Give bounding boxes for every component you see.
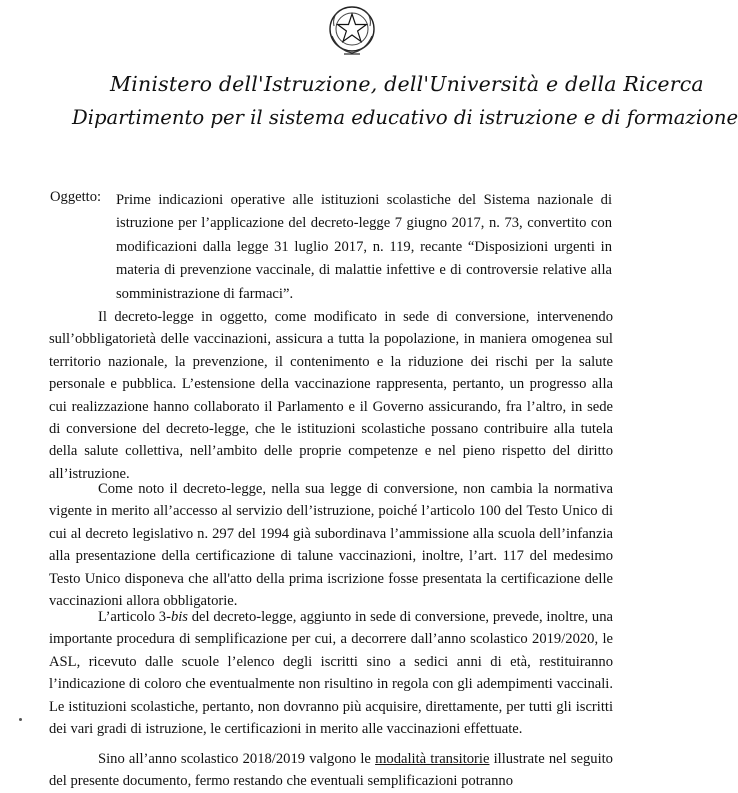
republic-emblem-icon — [326, 2, 378, 58]
paragraph-3 — [49, 606, 613, 740]
paragraph-4-rest: illustrate nel seguito del presente documento, fermo restando che eventuali semplificazioni potranno — [49, 751, 613, 790]
paragraph-3-start: L’articolo 3- — [98, 609, 171, 625]
department-title: Dipartimento per il sistema educativo di istruzione e di formazione — [72, 106, 738, 129]
subject-label: Oggetto: — [50, 189, 102, 205]
ministry-title: Ministero dell'Istruzione, dell'Università e della Ricerca — [110, 72, 704, 96]
paragraph-3-bis: bis — [170, 609, 188, 625]
paragraph-4-start: Sino all’anno scolastico 2018/2019 valgono le — [98, 751, 376, 767]
margin-mark — [19, 718, 22, 721]
paragraph-2: Come noto il decreto-legge, nella sua legge di conversione, non cambia la normativa vigente in merito all’accesso al servizio dell’istruzione, poiché l’articolo 100 del Testo Unico di cui al decreto legislativo n. 297 del 1994 già subordinava l’ammissione alla scuola dell’infanzia alla presentazione della certificazione di talune vaccinazioni, inoltre, l’art. 117 del medesimo Testo Unico disponeva che all'atto della prima iscrizione fosse presentata la certificazione delle vaccinazioni allora obbligatorie. — [49, 481, 613, 610]
paragraph-1: Il decreto-legge in oggetto, come modificato in sede di conversione, intervenendo sull’obbligatorietà delle vaccinazioni, assicura a tutta la popolazione, in maniera omogenea sul territorio nazionale, la prevenzione, il contenimento e la riduzione dei rischi per la salute personale e pubblica. L’estensione della vaccinazione rappresenta, pertanto, un progresso alla cui realizzazione hanno collaborato il Parlamento e il Governo assicurando, fra l’altro, in sede di conversione del decreto-legge, che le istituzioni scolastiche possano contribuire alla tutela della salute collettiva, nell’ambito delle proprie competenze e nel pieno rispetto del diritto all’istruzione. — [49, 309, 613, 482]
paragraph-3-rest: del decreto-legge, aggiunto in sede di conversione, prevede, inoltre, una importante procedura di semplificazione per cui, a decorrere dall’anno scolastico 2019/2020, le ASL, ricevuto dalle scuole l’elenco degli iscritti sino a sedici anni di età, restituiranno l’indicazione di coloro che eventualmente non risultino in regola con gli adempimenti vaccinali. Le istituzioni scolastiche, pertanto, non dovranno più acquisire, direttamente, per tutti gli iscritti dei vari gradi di istruzione, le certificazioni in merito alle vaccinazioni effettuate. — [49, 609, 614, 738]
paragraph-4-emphasis: modalità transitorie — [375, 751, 490, 767]
subject-text: Prime indicazioni operative alle istituzioni scolastiche del Sistema nazionale di istruzione per l’applicazione del decreto-legge 7 giugno 2017, n. 73, convertito con modificazioni dalla legge 31 luglio 2017, n. 119, recante “Disposizioni urgenti in materia di prevenzione vaccinale, di malattie infettive e di controversie relative alla somministrazione di farmaci”. — [116, 192, 612, 302]
paragraph-4 — [49, 748, 613, 793]
